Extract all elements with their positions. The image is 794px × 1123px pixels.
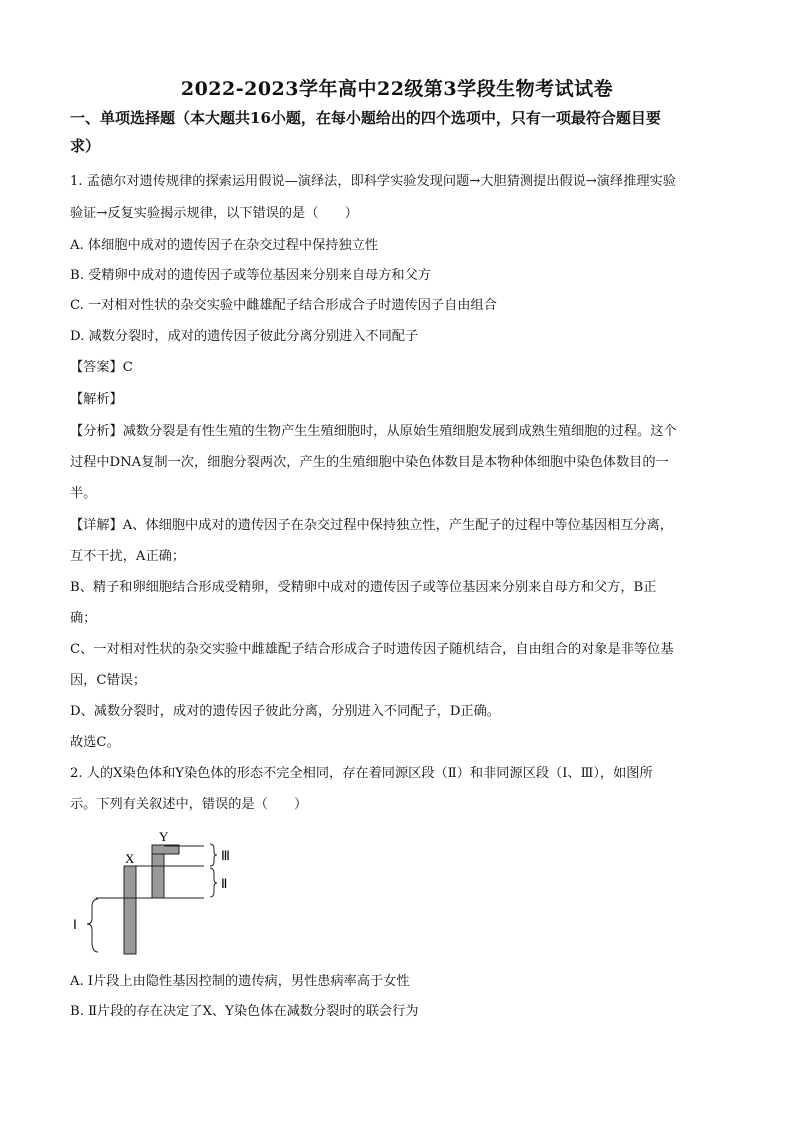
label-iii: Ⅲ [221, 848, 230, 863]
section-heading-line1: 一、单项选择题（本大题共16小题，在每小题给出的四个选项中，只有一项最符合题目要 [70, 109, 661, 127]
label-y: Y [159, 829, 169, 844]
label-ii: Ⅱ [221, 876, 228, 891]
q1-xiangjie-line3: B、精子和卵细胞结合形成受精卵，受精卵中成对的遗传因子或等位基因来分别来自母方和父方，B正 [70, 580, 657, 595]
q1-xiangjie-line6: 因，C错误； [70, 673, 147, 688]
q1-option-b: B. 受精卵中成对的遗传因子或等位基因来分别来自母方和父方 [70, 268, 431, 283]
fenxi-tag: 【分析】 [70, 424, 123, 439]
xiangjie-tag: 【详解】 [70, 518, 123, 533]
q2-stem-line1: 2. 人的X染色体和Y染色体的形态不完全相同，存在着同源区段（Ⅱ）和非同源区段（Ⅰ、Ⅲ），如图所 [70, 766, 653, 781]
section-heading-line2: 求） [70, 137, 101, 155]
q1-stem-line2: 验证→反复实验揭示规律，以下错误的是（ ） [70, 206, 358, 221]
q1-stem-line1: 1. 孟德尔对遗传规律的探索运用假说—演绎法，即科学实验发现问题→大胆猜测提出假说→演绎推理实验 [70, 174, 676, 189]
fenxi-text1: 减数分裂是有性生殖的生物产生生殖细胞时，从原始生殖细胞发展到成熟生殖细胞的过程。这个 [122, 424, 677, 439]
q1-fenxi-line1 [70, 422, 730, 442]
q1-xiangjie-line2: 互不干扰，A正确； [70, 549, 186, 564]
q1-fenxi-line3: 半。 [70, 486, 97, 501]
x-chromosome [124, 866, 136, 954]
brace-i [87, 899, 98, 952]
page-title: 2022-2023学年高中22级第3学段生物考试试卷 [180, 78, 614, 100]
answer-tag: 【答案】 [70, 360, 123, 375]
xiangjie-text1: A、体细胞中成对的遗传因子在杂交过程中保持独立性，产生配子的过程中等位基因相互分离， [122, 518, 673, 533]
q1-analysis-tag: 【解析】 [70, 392, 123, 407]
q1-option-d: D. 减数分裂时，成对的遗传因子彼此分离分别进入不同配子 [70, 329, 419, 344]
q1-xiangjie-line5: C、一对相对性状的杂交实验中雌雄配子结合形成合子时遗传因子随机结合，自由组合的对象是非等位基 [70, 642, 674, 657]
q1-answer [70, 358, 730, 378]
q1-option-a: A. 体细胞中成对的遗传因子在杂交过程中保持独立性 [70, 238, 379, 253]
q1-fenxi-line2: 过程中DNA复制一次，细胞分裂两次，产生的生殖细胞中染色体数目是本物种体细胞中染色体数目的一 [70, 455, 669, 470]
answer-value: C [122, 360, 133, 375]
q1-conclusion: 故选C。 [70, 735, 120, 750]
q1-option-c: C. 一对相对性状的杂交实验中雌雄配子结合形成合子时遗传因子自由组合 [70, 298, 497, 313]
q1-xiangjie-line7: D、减数分裂时，成对的遗传因子彼此分离，分别进入不同配子，D正确。 [70, 704, 500, 719]
label-x: X [125, 851, 135, 866]
xy-chromosome-figure [70, 828, 260, 958]
label-i: Ⅰ [73, 917, 77, 932]
q1-xiangjie-line4: 确； [70, 611, 97, 626]
q2-stem-line2: 示。下列有关叙述中，错误的是（ ） [70, 797, 308, 812]
brace-iii [210, 844, 217, 866]
q2-option-a: A. Ⅰ片段上由隐性基因控制的遗传病，男性患病率高于女性 [70, 974, 410, 989]
q2-option-b: B. Ⅱ片段的存在决定了X、Y染色体在减数分裂时的联会行为 [70, 1004, 419, 1019]
q1-xiangjie-line1 [70, 516, 730, 536]
brace-ii [210, 868, 217, 897]
